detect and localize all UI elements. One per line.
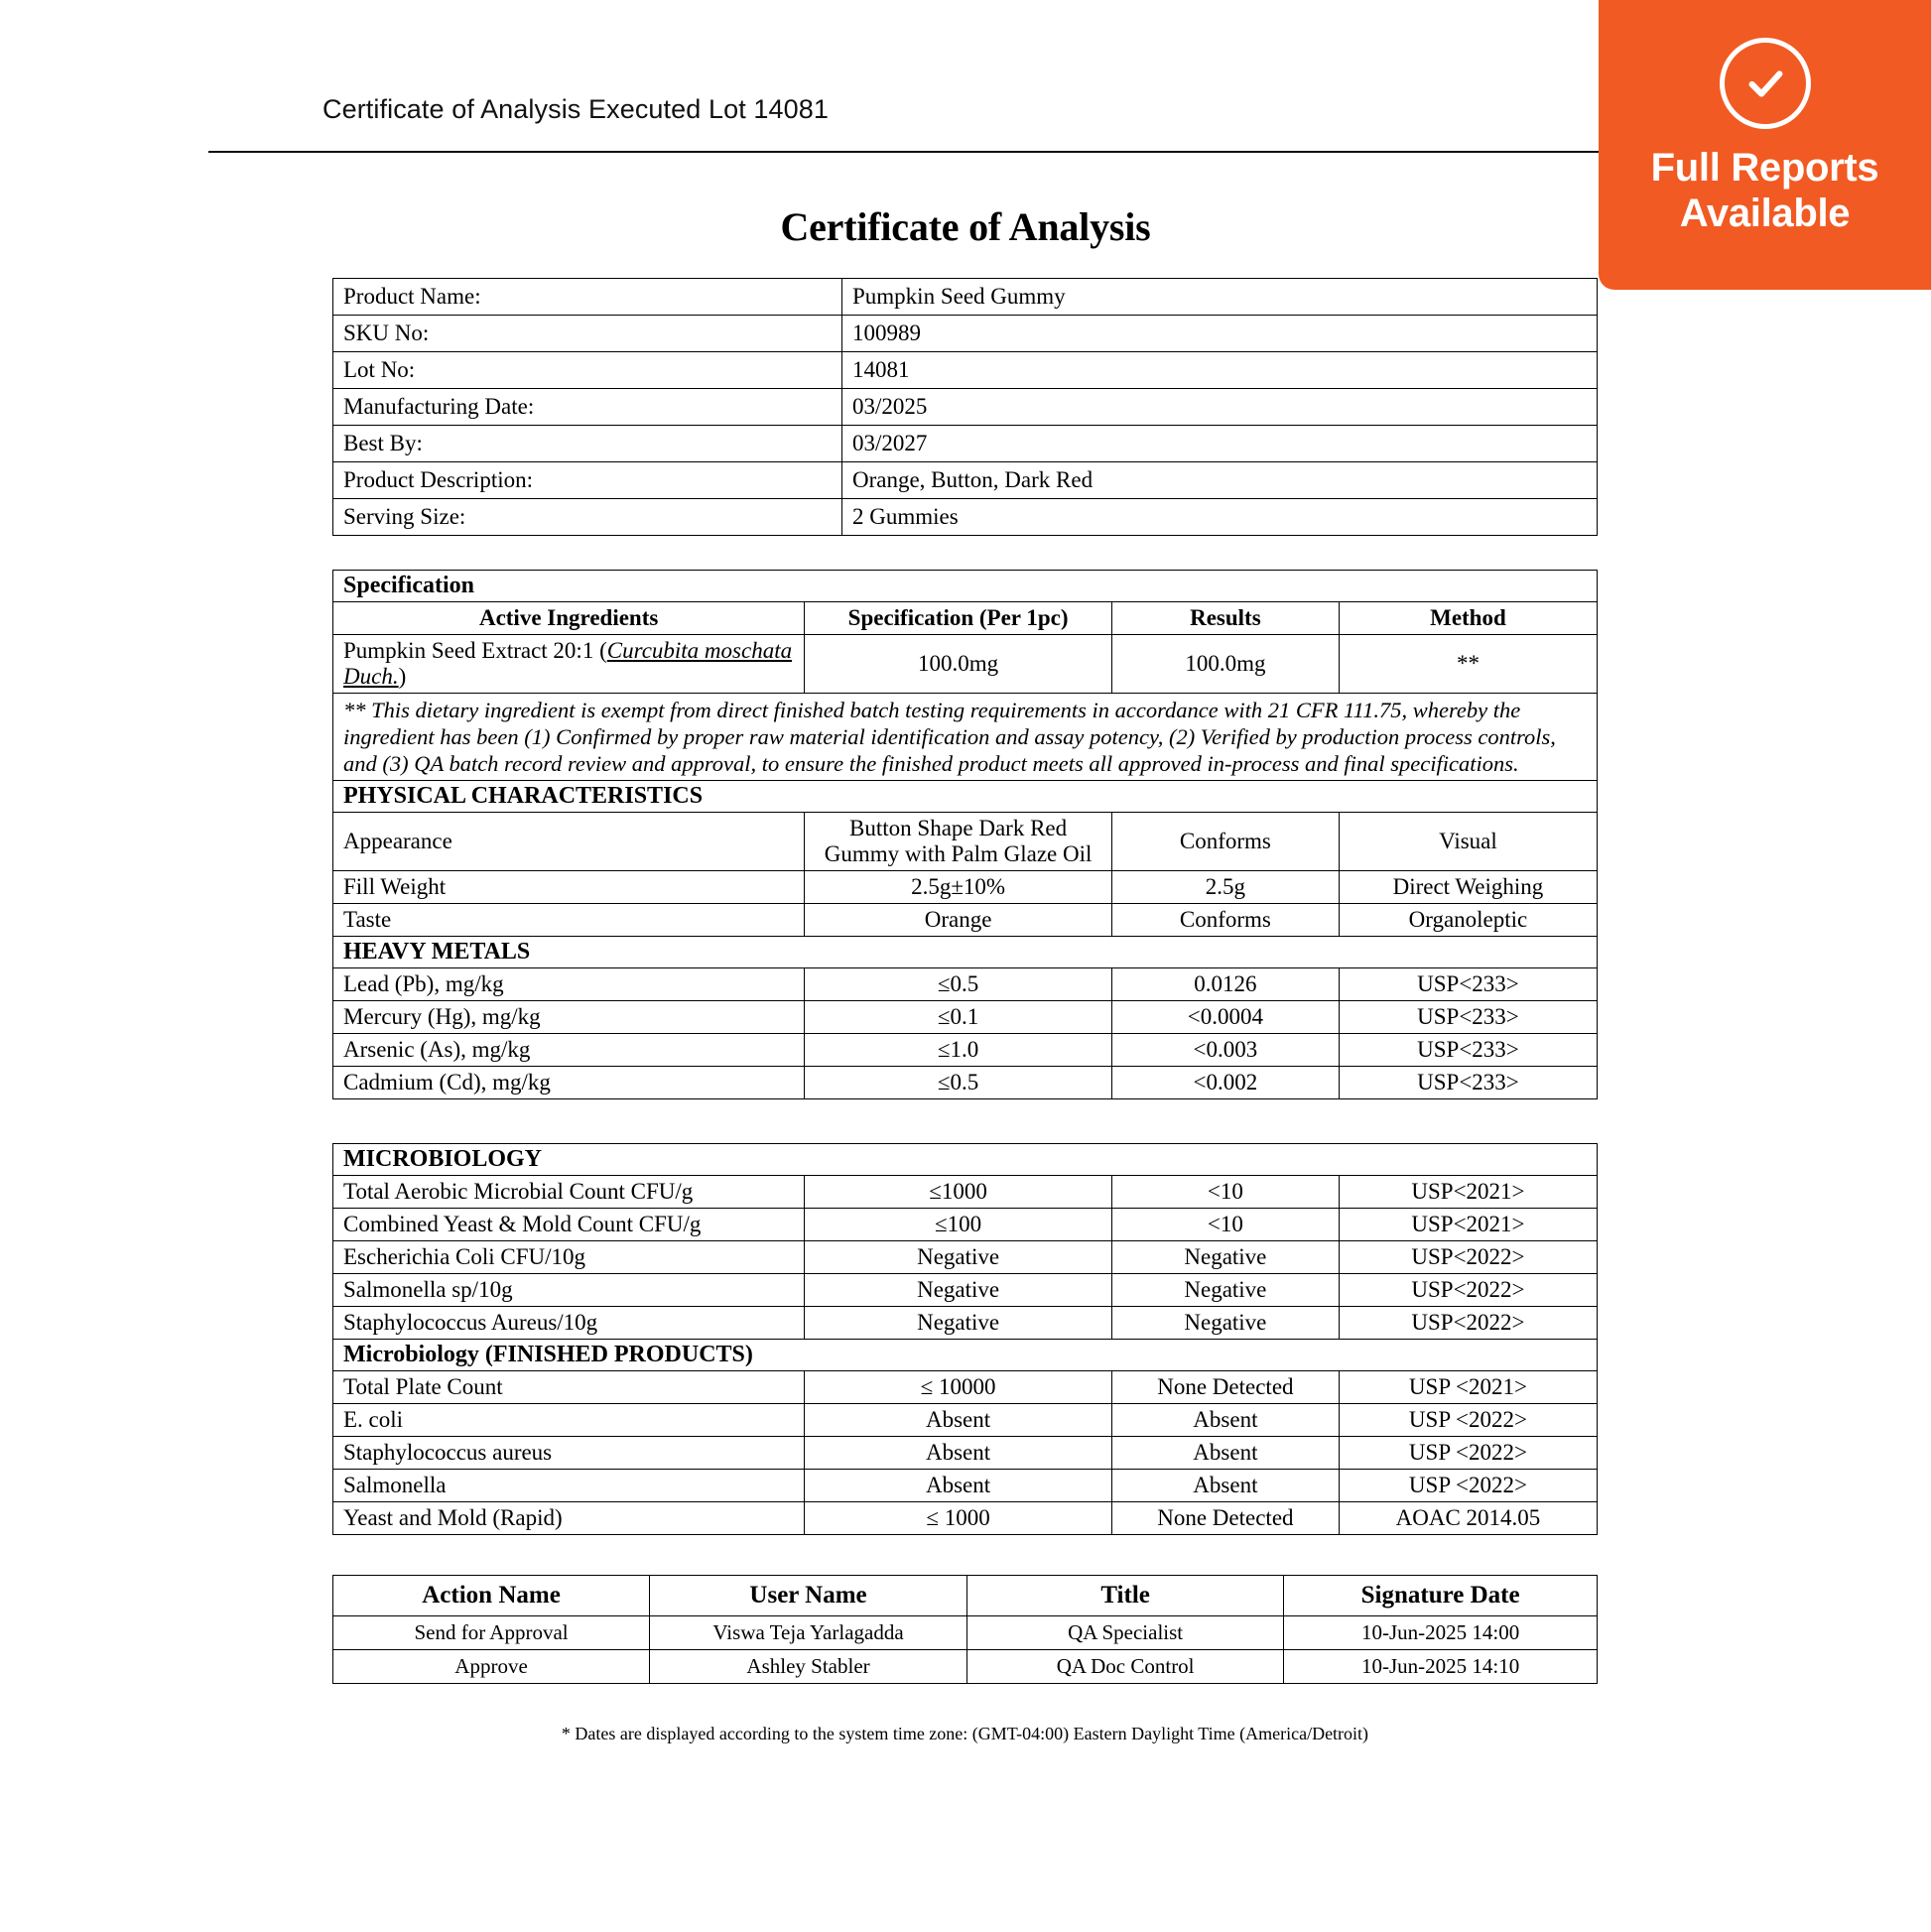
- column-header: Method: [1339, 602, 1597, 635]
- cell-name: Salmonella: [333, 1470, 805, 1502]
- section-header-row: [333, 571, 1598, 602]
- page-header: [208, 94, 1737, 153]
- cell-name: Salmonella sp/10g: [333, 1274, 805, 1307]
- cell-title: QA Specialist: [967, 1616, 1284, 1650]
- table-header-row: [333, 1576, 1598, 1616]
- cell-method: Visual: [1339, 813, 1597, 871]
- cell-name: Escherichia Coli CFU/10g: [333, 1241, 805, 1274]
- table-row: [333, 1241, 1598, 1274]
- info-label: Best By:: [333, 426, 842, 462]
- cell-result: <0.0004: [1111, 1001, 1339, 1034]
- cell-result: Negative: [1111, 1241, 1339, 1274]
- table-row: [333, 316, 1598, 352]
- section-header-row: [333, 1144, 1598, 1176]
- spacer: [332, 536, 1598, 570]
- cell-method: USP<233>: [1339, 1067, 1597, 1099]
- cell-method: **: [1339, 635, 1597, 694]
- cell-date: 10-Jun-2025 14:10: [1284, 1650, 1598, 1684]
- info-label: SKU No:: [333, 316, 842, 352]
- cell-result: Absent: [1111, 1437, 1339, 1470]
- info-label: Manufacturing Date:: [333, 389, 842, 426]
- table-row: [333, 871, 1598, 904]
- cell-method: Direct Weighing: [1339, 871, 1597, 904]
- cell-spec: Absent: [805, 1404, 1112, 1437]
- info-value: 2 Gummies: [842, 499, 1598, 536]
- specification-table: [332, 570, 1598, 1099]
- info-label: Lot No:: [333, 352, 842, 389]
- badge-line-2: Available: [1679, 192, 1851, 235]
- exemption-note: ** This dietary ingredient is exempt from direct finished batch testing requirements in accordance with 21 CFR 111.75, whereby the ingredient has been (1) Confirmed by proper raw material identification and assay potency, (2) Verified by production process controls, and (3) QA batch record review and approval, to ensure the finished product meets all approved in-process and final specifications.: [333, 694, 1598, 781]
- info-value: Pumpkin Seed Gummy: [842, 279, 1598, 316]
- breadcrumb: Certificate of Analysis Executed Lot 14081: [322, 94, 830, 124]
- cell-name: Mercury (Hg), mg/kg: [333, 1001, 805, 1034]
- cell-result: None Detected: [1111, 1502, 1339, 1535]
- table-row: [333, 426, 1598, 462]
- cell-name: Fill Weight: [333, 871, 805, 904]
- cell-action: Approve: [333, 1650, 650, 1684]
- cell-spec: ≤0.1: [805, 1001, 1112, 1034]
- cell-name: Total Plate Count: [333, 1371, 805, 1404]
- note-row: [333, 694, 1598, 781]
- cell-spec: Negative: [805, 1307, 1112, 1340]
- cell-method: AOAC 2014.05: [1339, 1502, 1597, 1535]
- cell-method: USP<2022>: [1339, 1241, 1597, 1274]
- cell-spec: ≤0.5: [805, 968, 1112, 1001]
- cell-name: Arsenic (As), mg/kg: [333, 1034, 805, 1067]
- cell-result: <10: [1111, 1176, 1339, 1209]
- info-label: Serving Size:: [333, 499, 842, 536]
- section-title: Specification: [333, 571, 1598, 602]
- spacer: [332, 1099, 1598, 1143]
- table-row: [333, 1307, 1598, 1340]
- table-row: [333, 813, 1598, 871]
- header-divider: [208, 151, 1735, 153]
- section-header-row: [333, 1340, 1598, 1371]
- cell-name: Appearance: [333, 813, 805, 871]
- cell-spec: ≤100: [805, 1209, 1112, 1241]
- cell-spec: Button Shape Dark Red Gummy with Palm Glaze Oil: [805, 813, 1112, 871]
- document-body: [332, 278, 1598, 1744]
- cell-method: USP <2022>: [1339, 1437, 1597, 1470]
- cell-spec: Absent: [805, 1470, 1112, 1502]
- column-header: Signature Date: [1284, 1576, 1598, 1616]
- cell-method: USP<233>: [1339, 968, 1597, 1001]
- cell-result: Absent: [1111, 1470, 1339, 1502]
- cell-result: 0.0126: [1111, 968, 1339, 1001]
- info-value: 03/2025: [842, 389, 1598, 426]
- page-title: Certificate of Analysis: [780, 204, 1151, 249]
- column-header: Results: [1111, 602, 1339, 635]
- cell-result: <0.003: [1111, 1034, 1339, 1067]
- cell-spec: Absent: [805, 1437, 1112, 1470]
- cell-method: USP<2022>: [1339, 1307, 1597, 1340]
- table-row: [333, 1274, 1598, 1307]
- info-label: Product Name:: [333, 279, 842, 316]
- table-row: [333, 1176, 1598, 1209]
- microbiology-table: [332, 1143, 1598, 1535]
- cell-name: Total Aerobic Microbial Count CFU/g: [333, 1176, 805, 1209]
- column-header: Title: [967, 1576, 1284, 1616]
- table-row: [333, 1616, 1598, 1650]
- table-row: [333, 1001, 1598, 1034]
- cell-method: USP<233>: [1339, 1034, 1597, 1067]
- section-title: PHYSICAL CHARACTERISTICS: [333, 781, 1598, 813]
- signature-table: [332, 1575, 1598, 1684]
- cell-result: Absent: [1111, 1404, 1339, 1437]
- info-label: Product Description:: [333, 462, 842, 499]
- info-value: 100989: [842, 316, 1598, 352]
- table-row: [333, 1404, 1598, 1437]
- table-row: [333, 904, 1598, 937]
- section-title: HEAVY METALS: [333, 937, 1598, 968]
- cell-spec: ≤1.0: [805, 1034, 1112, 1067]
- cell-name: Cadmium (Cd), mg/kg: [333, 1067, 805, 1099]
- cell-result: 100.0mg: [1111, 635, 1339, 694]
- table-row: [333, 1209, 1598, 1241]
- cell-date: 10-Jun-2025 14:00: [1284, 1616, 1598, 1650]
- table-row: [333, 352, 1598, 389]
- ingredient-name: [333, 635, 805, 694]
- cell-name: Yeast and Mold (Rapid): [333, 1502, 805, 1535]
- cell-result: <0.002: [1111, 1067, 1339, 1099]
- section-title: Microbiology (FINISHED PRODUCTS): [333, 1340, 1598, 1371]
- info-value: Orange, Button, Dark Red: [842, 462, 1598, 499]
- ingredient-latin-name: Curcubita moschata Duch.: [343, 638, 793, 689]
- table-row: [333, 1437, 1598, 1470]
- cell-name: Lead (Pb), mg/kg: [333, 968, 805, 1001]
- info-value: 03/2027: [842, 426, 1598, 462]
- table-row: [333, 1650, 1598, 1684]
- cell-result: 2.5g: [1111, 871, 1339, 904]
- cell-spec: 2.5g±10%: [805, 871, 1112, 904]
- cell-method: Organoleptic: [1339, 904, 1597, 937]
- cell-spec: ≤1000: [805, 1176, 1112, 1209]
- cell-result: Negative: [1111, 1274, 1339, 1307]
- cell-spec: 100.0mg: [805, 635, 1112, 694]
- column-header: Active Ingredients: [333, 602, 805, 635]
- column-header: Specification (Per 1pc): [805, 602, 1112, 635]
- column-header: User Name: [650, 1576, 967, 1616]
- product-info-table: [332, 278, 1598, 536]
- cell-spec: Negative: [805, 1241, 1112, 1274]
- cell-name: Staphylococcus Aureus/10g: [333, 1307, 805, 1340]
- section-header-row: [333, 937, 1598, 968]
- cell-result: Conforms: [1111, 904, 1339, 937]
- cell-result: Negative: [1111, 1307, 1339, 1340]
- cell-spec: ≤ 10000: [805, 1371, 1112, 1404]
- section-title: MICROBIOLOGY: [333, 1144, 1598, 1176]
- check-circle-icon: [1720, 38, 1811, 129]
- section-header-row: [333, 781, 1598, 813]
- cell-title: QA Doc Control: [967, 1650, 1284, 1684]
- cell-name: Staphylococcus aureus: [333, 1437, 805, 1470]
- table-row: [333, 462, 1598, 499]
- ingredient-name-suffix: ): [398, 664, 407, 689]
- cell-result: <10: [1111, 1209, 1339, 1241]
- cell-action: Send for Approval: [333, 1616, 650, 1650]
- cell-spec: Orange: [805, 904, 1112, 937]
- cell-method: USP<2021>: [1339, 1176, 1597, 1209]
- cell-name: Taste: [333, 904, 805, 937]
- cell-user: Ashley Stabler: [650, 1650, 967, 1684]
- table-row: [333, 279, 1598, 316]
- table-row: [333, 389, 1598, 426]
- table-row: [333, 499, 1598, 536]
- table-row: [333, 1067, 1598, 1099]
- spacer: [332, 1535, 1598, 1575]
- cell-spec: Negative: [805, 1274, 1112, 1307]
- table-header-row: [333, 602, 1598, 635]
- cell-name: E. coli: [333, 1404, 805, 1437]
- column-header: Action Name: [333, 1576, 650, 1616]
- cell-method: USP<2022>: [1339, 1274, 1597, 1307]
- cell-result: None Detected: [1111, 1371, 1339, 1404]
- cell-method: USP<233>: [1339, 1001, 1597, 1034]
- cell-result: Conforms: [1111, 813, 1339, 871]
- cell-method: USP<2021>: [1339, 1209, 1597, 1241]
- cell-spec: ≤ 1000: [805, 1502, 1112, 1535]
- cell-method: USP <2022>: [1339, 1470, 1597, 1502]
- cell-user: Viswa Teja Yarlagadda: [650, 1616, 967, 1650]
- cell-name: Combined Yeast & Mold Count CFU/g: [333, 1209, 805, 1241]
- cell-method: USP <2021>: [1339, 1371, 1597, 1404]
- cell-spec: ≤0.5: [805, 1067, 1112, 1099]
- footnote: * Dates are displayed according to the system time zone: (GMT-04:00) Eastern Daylight Time (America/Detroit): [561, 1724, 1369, 1743]
- badge-line-1: Full Reports: [1650, 146, 1879, 190]
- table-row: [333, 968, 1598, 1001]
- table-row: [333, 1371, 1598, 1404]
- table-row: [333, 635, 1598, 694]
- cell-method: USP <2022>: [1339, 1404, 1597, 1437]
- ingredient-name-prefix: Pumpkin Seed Extract 20:1 (: [343, 638, 607, 663]
- table-row: [333, 1034, 1598, 1067]
- table-row: [333, 1502, 1598, 1535]
- table-row: [333, 1470, 1598, 1502]
- info-value: 14081: [842, 352, 1598, 389]
